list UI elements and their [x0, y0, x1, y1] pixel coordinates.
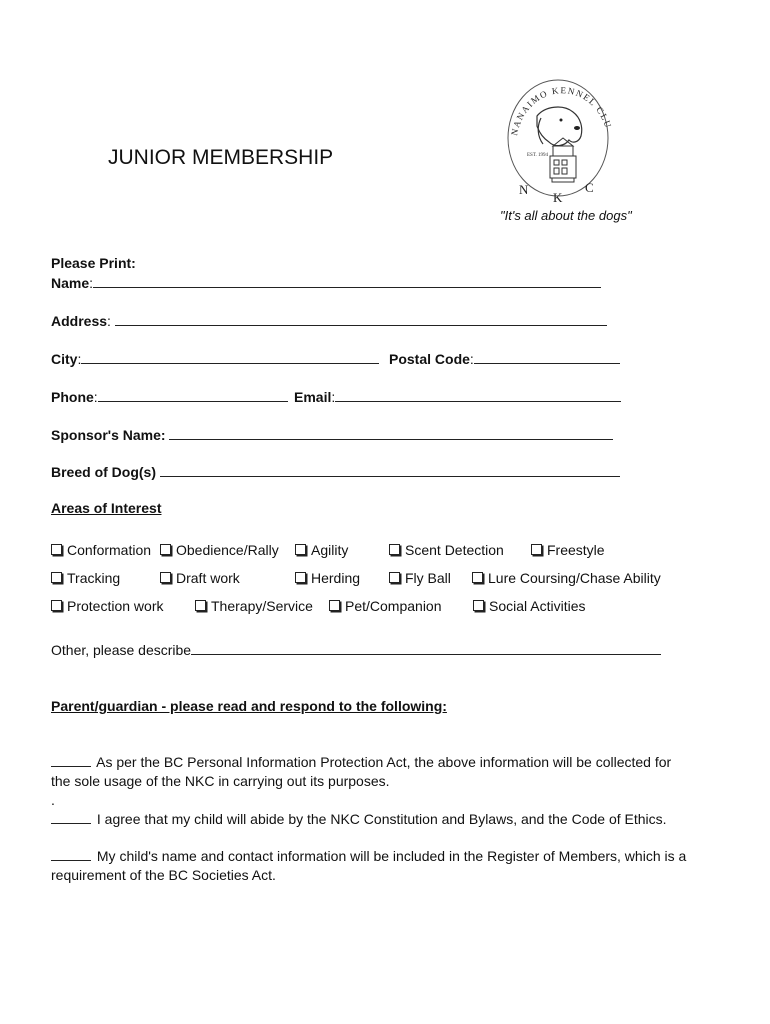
sponsor-row: [51, 426, 613, 443]
checkbox-icon: [160, 572, 171, 583]
checkbox-icon: [389, 544, 400, 555]
city-field[interactable]: [81, 350, 379, 364]
interest-checkbox[interactable]: Therapy/Service: [195, 598, 313, 614]
checkbox-icon: [472, 572, 483, 583]
postal-code-field[interactable]: [474, 350, 620, 364]
checkbox-icon: [329, 600, 340, 611]
interest-checkbox[interactable]: Tracking: [51, 570, 120, 586]
postal-code-row: Postal Code:: [389, 350, 620, 367]
name-label: Name: [51, 275, 90, 291]
areas-of-interest-heading: Areas of Interest: [51, 500, 162, 516]
postal-code-label: Postal Code: [389, 351, 470, 367]
address-row: Address:: [51, 312, 607, 329]
interest-checkbox[interactable]: Obedience/Rally: [160, 542, 279, 558]
tagline: "It's all about the dogs": [500, 208, 632, 223]
interest-checkbox[interactable]: Herding: [295, 570, 360, 586]
logo-initial-n: N: [519, 182, 529, 197]
phone-row: Phone:: [51, 388, 288, 405]
club-logo: [497, 76, 619, 214]
breed-field[interactable]: [160, 463, 620, 477]
svg-text:NANAIMO KENNEL CLUB: [497, 76, 614, 136]
other-field[interactable]: [191, 641, 661, 655]
statement-2: I agree that my child will abide by the NKC Constitution and Bylaws, and the Code of Ethics.: [51, 810, 691, 829]
statement-1: As per the BC Personal Information Protection Act, the above information will be collected for the sole usage of the NKC in carrying out its purposes.: [51, 754, 672, 789]
checkbox-icon: [531, 544, 542, 555]
email-field[interactable]: [335, 388, 621, 402]
checkbox-icon: [51, 572, 62, 583]
checkbox-icon: [160, 544, 171, 555]
club-logo-emblem: [497, 76, 619, 214]
please-print-label: Please Print:: [51, 255, 136, 271]
interest-checkbox[interactable]: Scent Detection: [389, 542, 504, 558]
name-row: Name:: [51, 274, 601, 291]
initial-blank-3[interactable]: [51, 848, 91, 861]
statement-3: My child's name and contact information will be included in the Register of Members, which is a requirement of the BC Societies Act.: [51, 848, 687, 883]
city-row: City:: [51, 350, 379, 367]
interest-checkbox[interactable]: Freestyle: [531, 542, 605, 558]
interest-checkbox[interactable]: Draft work: [160, 570, 240, 586]
interest-checkbox[interactable]: Social Activities: [473, 598, 585, 614]
other-label: Other, please describe: [51, 642, 192, 658]
checkbox-icon: [473, 600, 484, 611]
separator-dot: .: [51, 792, 55, 808]
checkbox-icon: [195, 600, 206, 611]
checkbox-icon: [295, 544, 306, 555]
dog-head-icon: [537, 107, 582, 146]
logo-initial-k: K: [553, 190, 563, 205]
phone-field[interactable]: [98, 388, 288, 402]
email-row: Email:: [294, 388, 621, 405]
interest-checkbox[interactable]: Conformation: [51, 542, 151, 558]
page-title: JUNIOR MEMBERSHIP: [108, 146, 334, 169]
address-field[interactable]: [115, 312, 607, 326]
interest-checkbox[interactable]: Fly Ball: [389, 570, 451, 586]
guardian-heading: Parent/guardian - please read and respond to the following:: [51, 698, 447, 714]
interest-checkbox[interactable]: Pet/Companion: [329, 598, 442, 614]
interest-checkbox[interactable]: Agility: [295, 542, 348, 558]
sponsor-label: Sponsor's Name:: [51, 427, 166, 443]
logo-club-name: NANAIMO KENNEL CLU: [509, 85, 614, 137]
sponsor-field[interactable]: [169, 426, 613, 440]
phone-label: Phone: [51, 389, 94, 405]
name-field[interactable]: [93, 274, 601, 288]
initial-blank-2[interactable]: [51, 811, 91, 824]
checkbox-icon: [295, 572, 306, 583]
address-label: Address: [51, 313, 108, 329]
checkbox-icon: [51, 600, 62, 611]
checkbox-icon: [51, 544, 62, 555]
breed-label: Breed of Dog(s): [51, 464, 156, 480]
breed-row: [51, 463, 620, 480]
interest-checkbox[interactable]: Protection work: [51, 598, 163, 614]
interest-checkbox[interactable]: Lure Coursing/Chase Ability: [472, 570, 661, 586]
email-label: Email: [294, 389, 332, 405]
logo-initial-c: C: [585, 180, 594, 195]
other-row: [51, 641, 661, 658]
logo-est: EST. 1994: [527, 153, 549, 158]
city-label: City: [51, 351, 78, 367]
checkbox-icon: [389, 572, 400, 583]
initial-blank-1[interactable]: [51, 754, 91, 767]
